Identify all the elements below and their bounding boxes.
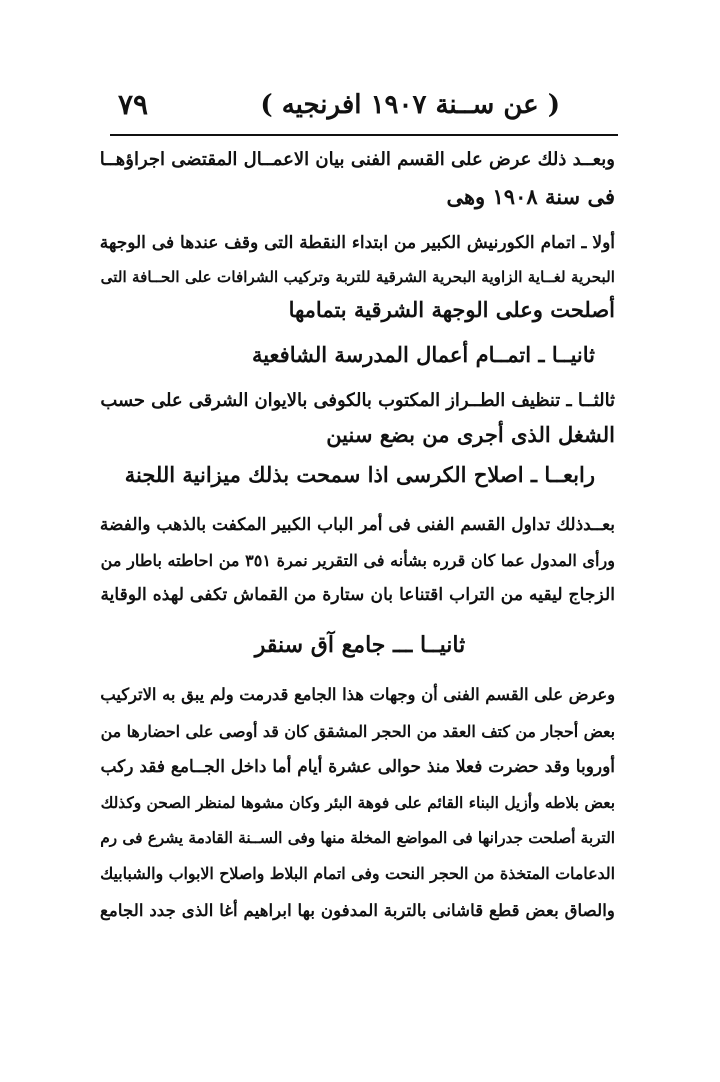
text-line: البحرية لغــاية الزاوية البحرية الشرقية للتربة وتركيب الشرافات على الحــافة التى <box>100 268 615 286</box>
text-line: بعــدذلك تداول القسم الفنى فى أمر الباب الكبير المكفت بالذهب والفضة <box>99 515 615 535</box>
text-line: وعرض على القسم الفنى أن وجهات هذا الجامع قدرمت ولم يبق به الاتركيب <box>100 685 615 704</box>
text-line: وبعــد ذلك عرض على القسم الفنى بيان الاعمــال المقتضى اجراؤهــا <box>99 149 615 170</box>
text-line: بعض أحجار من كتف العقد من الحجر المشقق كان قد أوصى على احضارها من <box>100 722 615 741</box>
text-line: التربة أصلحت جدرانها فى المواضع المخلة منها وفى الســنة القادمة يشرع فى رم <box>100 829 615 847</box>
text-line: أوروبا وقد حضرت فعلا منذ حوالى عشرة أيام أما داخل الجــامع فقد ركب <box>100 757 615 777</box>
text-line: ثانيــا ـ اتمــام أعمال المدرسة الشافعية <box>251 342 595 367</box>
text-line: والصاق بعض قطع قاشانى بالتربة المدفون بها ابراهيم أغا الذى جدد الجامع <box>99 900 615 920</box>
text-line: ورأى المدول عما كان قرره بشأنه فى التقرير نمرة ٣٥١ من احاطته باطار من <box>100 551 615 570</box>
text-line: رابعــا ـ اصلاح الكرسى اذا سمحت بذلك ميزانية اللجنة <box>124 462 595 487</box>
text-line: الدعامات المتخذة من الحجر النحت وفى اتمام البلاط واصلاح الابواب والشبابيك <box>100 864 615 883</box>
header-rule <box>110 134 618 136</box>
page-number: ٧٩ <box>118 88 149 121</box>
header-title: ( عن ســنة ١٩٠٧ افرنجيه ) <box>260 90 560 120</box>
text-line: أصلحت وعلى الوجهة الشرقية بتمامها <box>288 297 615 322</box>
text-line: الزجاج ليقيه من التراب اقتناعا بان ستارة من القماش تكفى لهذه الوقاية <box>100 585 615 605</box>
text-line: أولا ـ اتمام الكورنيش الكبير من ابتداء النقطة التى وقف عندها فى الوجهة <box>99 233 615 253</box>
text-line: بعض بلاطه وأزيل البناء القائم على فوهة البئر وكان مشوها لمنظر الصحن وكذلك <box>100 793 615 812</box>
text-line: فى سنة ١٩٠٨ وهى <box>446 184 615 209</box>
text-line: الشغل الذى أجرى من بضع سنين <box>326 422 615 447</box>
section-title: ثانيــا ـــ جامع آق سنقر <box>254 632 466 658</box>
page-header <box>118 86 608 130</box>
text-line: ثالثــا ـ تنظيف الطــراز المكتوب بالكوفى بالايوان الشرقى على حسب <box>100 390 615 411</box>
